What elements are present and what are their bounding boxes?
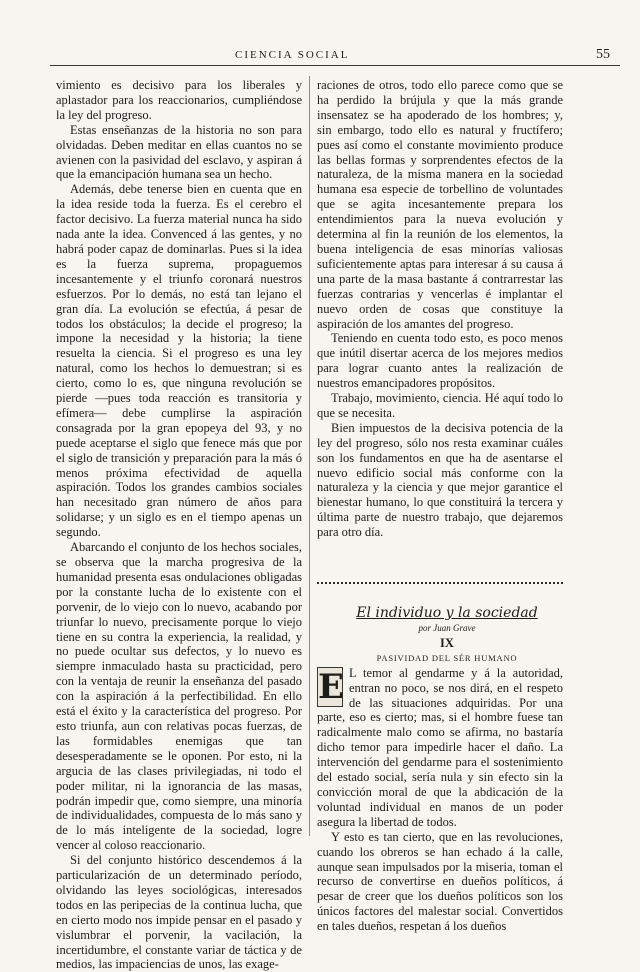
drop-cap xyxy=(317,667,343,707)
chapter-number: IX xyxy=(440,635,454,650)
article-title: El individuo y la sociedad xyxy=(356,605,538,622)
section-divider xyxy=(317,582,563,584)
header-rule xyxy=(50,65,620,66)
left-column xyxy=(56,78,302,972)
paragraph: Abarcando el conjunto de los hechos sociales, se observa que la marcha progresiva de la humanidad presenta esas ondulaciones obligadas por la constante lucha de lo existente con el porvenir, de lo viejo con lo nuevo, acabando por triunfar lo nuevo, precisamente porque lo viejo tiene en su contra la experiencia, la realidad, y no puede ocultar sus defectos, y lo nuevo es siempre inmaculado hasta su practicidad, pero con la ventaja de reunir la enseñanza del pasado con la aspiración á la perfectibilidad. En ello está el éxito y la característica del progreso. Por esto triunfa, aun con relativas pocas fuerzas, de las formidables enemigas que tan desesperadamente se le oponen. Por esto, ni la argucia de las clases privilegiadas, ni todo el poder militar, ni la ignorancia de las masas, podrán impedir que, como siempre, una minoría de individualidades, compuesta de lo más sano y de lo más inteligente de la sociedad, logre vencer al coloso reaccionario. xyxy=(56,540,302,853)
paragraph: Teniendo en cuenta todo esto, es poco menos que inútil disertar acerca de los mejores medios para lograr cuanto antes la realización de nuestros emancipadores propósitos. xyxy=(317,331,563,391)
paragraph: Trabajo, movimiento, ciencia. Hé aquí todo lo que se necesita. xyxy=(317,391,563,420)
article-paragraph xyxy=(317,666,563,830)
paragraph: Estas enseñanzas de la historia no son para olvidadas. Deben meditar en ellas cuantos no se avienen con la pasividad del esclavo, y aspiran á que la emancipación humana sea un hecho. xyxy=(56,122,302,182)
article-author: por Juan Grave xyxy=(418,623,476,633)
article-paragraph: Y esto es tan cierto, que en las revoluciones, cuando los obreros se han echado á la calle, aunque sean impulsados por la miseria, toman el recurso de convertirse en dueños políticos, á pesar de creer que los dueños políticos son los únicos factores del malestar social. Convertidos en tales dueños, respetan á los dueños xyxy=(317,829,563,934)
paragraph: Bien impuestos de la decisiva potencia de la ley del progreso, sólo nos resta examinar cuáles son los fundamentos en que ha de asentarse el nuevo edificio social más conforme con la naturaleza y la ciencia y que mejor garantice el bienestar humano, lo que constituirá la tercera y última parte de nuestro trabajo, que dejaremos para otro día. xyxy=(317,420,563,540)
paragraph: Además, debe tenerse bien en cuenta que en la idea reside toda la fuerza. Es el cerebro el factor decisivo. La fuerza material nunca ha sido nada ante la idea. Convenced á las gentes, y no habrá poder capaz de dominarlas. Pues si la idea es la fuerza suprema, propaguemos incesantemente y el triunfo coronará nuestros esfuerzos. Por lo demás, no está tan lejano el gran día. La evolución se efectúa, á pesar de todos los obstáculos; la decide el progreso; la impone la necesidad y la historia; la tiene resuelta la ciencia. Si el progreso es una ley natural, como los hechos lo demuestran; si es cierto, como lo es, que ninguna revolución se pierde —pues toda reacción es transitoria y efímera— debe cumplirse la aspiración consagrada por la gran epopeya del 93, y no puede aceptarse el siglo que fenece más que por el siglo de transición y preparación para la más ó menos próxima efectividad de aquella aspiración. Todos los grandes cambios sociales han necesitado gran número de años para solidarse; y un siglo es en el tiempo apenas un segundo. xyxy=(56,182,302,540)
chapter-title: PASIVIDAD DEL SÉR HUMANO xyxy=(376,652,518,663)
article-paragraph-text: L temor al gendarme y á la autoridad, entran no poco, se nos dirá, en el respeto de las situaciones adquiridas. Por una parte, eso es cierto; mas, si el hombre fuese tan radicalmente malo como se afirma, no bastaría dicho temor para impedirle hacer el daño. La intervención del gendarme para el sostenimiento del estado social, sería nula y sin efecto sin la convicción moral de que la abdicación de la voluntad individual en manos de un poder asegura la libertad de todos. xyxy=(317,665,563,829)
column-divider xyxy=(309,76,310,836)
right-column xyxy=(317,78,563,934)
running-head: CIENCIA SOCIAL xyxy=(235,49,350,61)
page-number: 55 xyxy=(596,47,610,62)
paragraph: Si del conjunto histórico descendemos á la particularización de un determinado período, olvidando las leyes sociológicas, interesados todos en las peripecias de la continua lucha, que en cierto modo nos impide pensar en el pasado y vislumbrar el porvenir, la vacilación, la incertidumbre, el constante variar de táctica y de medios, las impaciencias de unos, las exage- xyxy=(56,853,302,972)
paragraph: raciones de otros, todo ello parece como que se ha perdido la brújula y que la más grande insensatez se ha apoderado de los hombres; y, sin embargo, todo ello es natural y fructífero; pues así como el constante movimiento produce las bellas formas y sorprendentes efectos de la naturaleza, de la misma manera en la sociedad humana esa especie de torbellino de voluntades que se agita incesantemente prepara los entendimientos para la nueva evolución y determina al fin la reunión de los elementos, la buena inteligencia de esas minorías valiosas suficientemente aptas para interesar á su causa á una parte de la masa bastante á contrarrestar las fuerzas contrarias y vencerlas é implantar el nuevo orden de cosas que constituye la aspiración de los amantes del progreso. xyxy=(317,78,563,331)
drop-cap-letter: E xyxy=(318,666,344,707)
page-header xyxy=(50,47,620,67)
paragraph: vimiento es decisivo para los liberales y aplastador para los reaccionarios, cumpliéndose la ley del progreso. xyxy=(56,78,302,122)
